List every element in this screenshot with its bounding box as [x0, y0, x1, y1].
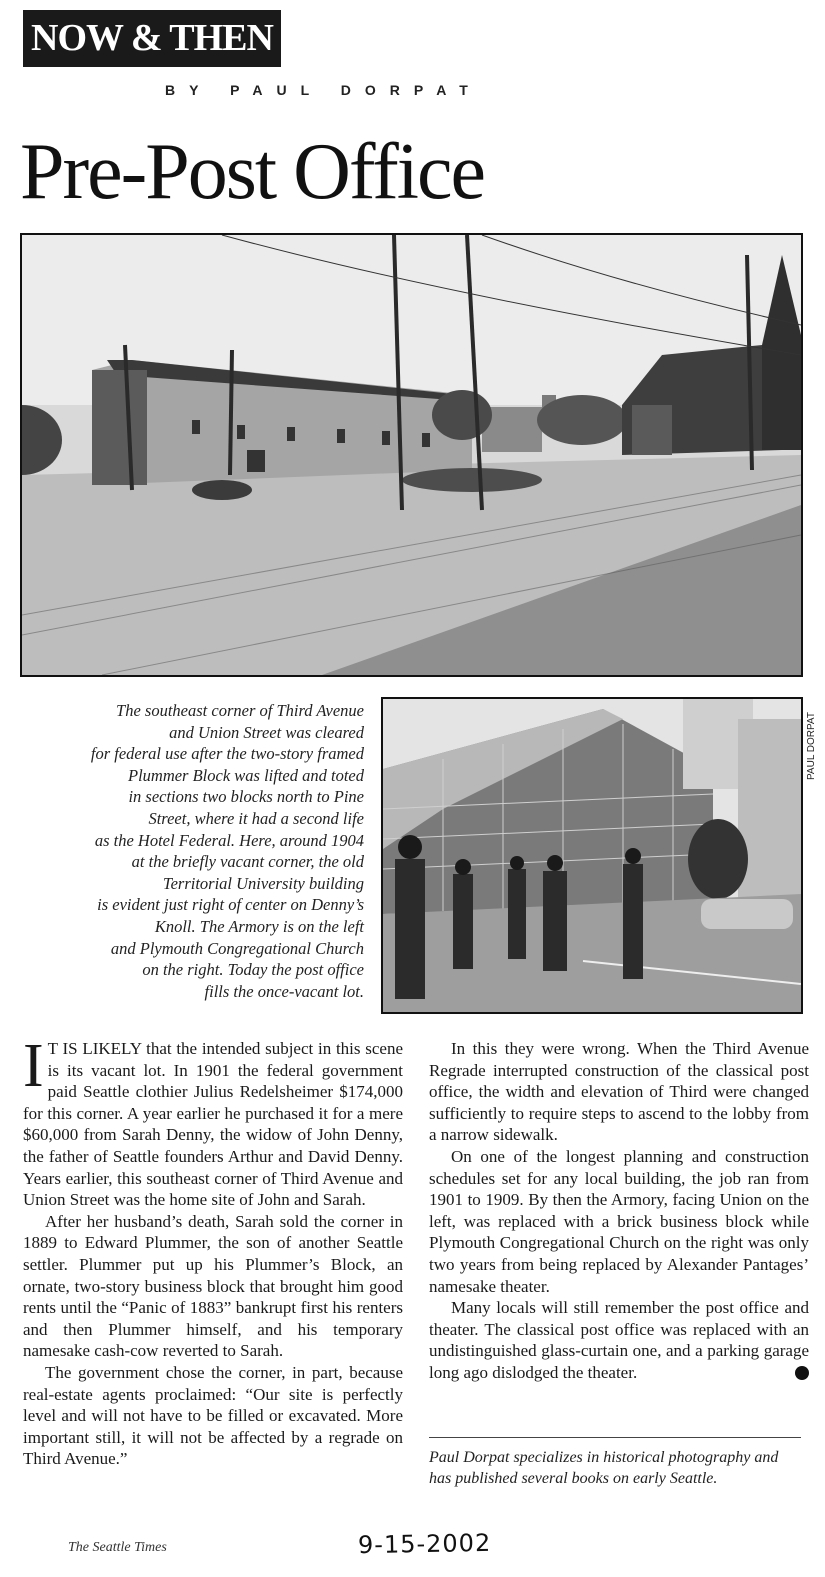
- article-paragraph: After her husband’s death, Sarah sold the corner in 1889 to Edward Plummer, the son of another Seattle settler. Plummer put up his Plummer’s Block, an ornate, two-story business block that brought him good rents until the “Panic of 1883” bankrupt first his renters and then Plummer himself, and his temporary namesake cash-cow reverted to Sarah.: [23, 1211, 403, 1361]
- article-paragraph: In this they were wrong. When the Third Avenue Regrade interrupted construction of the classical post office, the width and elevation of Third were changed sufficiently to require steps to ascend to the lobby from a narrow sidewalk.: [429, 1039, 809, 1145]
- caption-line: Knoll. The Armory is on the left: [154, 916, 364, 936]
- byline: BY PAUL DORPAT: [165, 82, 482, 98]
- end-mark-icon: P: [795, 1366, 809, 1380]
- photo-caption: [30, 700, 364, 1002]
- article-paragraph: I T IS LIKELY that the intended subject in this scene is its vacant lot. In 1901 the federal government paid Seattle clothier Julius Redelsheimer $174,000 for this corner. A year earlier he purchased it for a mere $60,000 from Sarah Denny, the widow of John Denny, the father of Seattle founders Arthur and David Denny. Years earlier, this southeast corner of Third Avenue and Union Street was the home site of John and Sarah.: [23, 1032, 403, 1210]
- bio-divider: [429, 1437, 801, 1438]
- article-column-left: [23, 1032, 403, 1470]
- caption-line: Plummer Block was lifted and toted: [127, 765, 364, 785]
- publication-name: The Seattle Times: [68, 1540, 167, 1555]
- modern-photo-illustration: [383, 699, 801, 1012]
- caption-line: is evident just right of center on Denny’s: [97, 895, 364, 915]
- handwritten-date: 9-15-2002: [357, 1528, 492, 1560]
- historic-photo: [20, 233, 803, 677]
- caption-line: and Plymouth Congregational Church: [110, 938, 364, 958]
- article-paragraph: The government chose the corner, in part, because real-estate agents proclaimed: “Our site is perfectly level and will not have to be filled or excavated. More important still, it will not be affected by a regrade on Third Avenue.”: [23, 1362, 403, 1469]
- caption-line: on the right. Today the post office: [142, 960, 364, 980]
- article-column-right: [429, 1038, 824, 1384]
- headline: Pre-Post Office: [20, 128, 484, 216]
- caption-line: Territorial University building: [162, 873, 364, 893]
- article-paragraph: Many locals will still remember the post office and theater. The classical post office was replaced with an undistinguished glass-curtain one, and a parking garage long ago dislodged the theater. P: [429, 1298, 824, 1382]
- caption-line: at the briefly vacant corner, the old: [131, 852, 364, 872]
- caption-line: Street, where it had a second life: [148, 808, 364, 828]
- caption-line: as the Hotel Federal. Here, around 1904: [94, 830, 364, 850]
- drop-cap: I: [23, 1032, 44, 1100]
- caption-line: The southeast corner of Third Avenue: [116, 701, 364, 720]
- article-paragraph: On one of the longest planning and construction schedules set for any local building, the job ran from 1901 to 1909. By then the Armory, facing Union on the left, was replaced with a brick business block while Plymouth Congregational Church on the right was only two years from being replaced by Alexander Pantages’ namesake theater.: [429, 1146, 809, 1296]
- caption-line: fills the once-vacant lot.: [204, 981, 364, 1001]
- caption-line: for federal use after the two-story framed: [90, 744, 364, 764]
- photo-credit: PAUL DORPAT: [806, 712, 817, 780]
- historic-photo-illustration: [22, 235, 801, 675]
- caption-line: and Union Street was cleared: [169, 722, 364, 742]
- author-bio: Paul Dorpat specializes in historical photography and has published several books on early Seattle.: [429, 1449, 779, 1487]
- column-logo: NOW & THEN: [23, 10, 281, 67]
- modern-photo: [381, 697, 803, 1014]
- caption-line: in sections two blocks north to Pine: [128, 787, 364, 807]
